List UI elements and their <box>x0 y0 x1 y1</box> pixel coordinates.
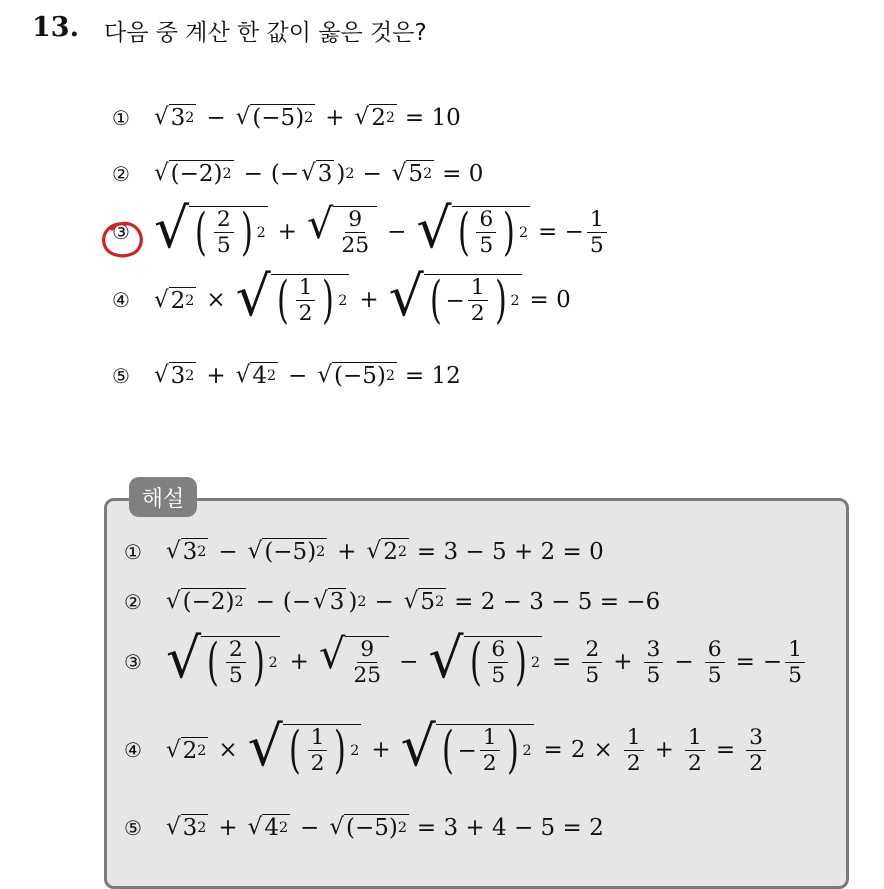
solution-number: ① <box>124 539 142 564</box>
solution-rhs: = 3 − 5 + 2 = 0 <box>416 538 604 565</box>
choice-rhs: = 10 <box>404 104 461 131</box>
choice-rhs: = 12 <box>404 362 461 389</box>
choice-4[interactable] <box>112 265 571 330</box>
choice-number: ② <box>112 161 130 186</box>
choice-number: ③ <box>112 220 130 245</box>
solution-expression: √ (−2) 2 − (− √ 3 ) 2 − √ 5 2 = 2 − 3 − 5 = −6 <box>166 588 661 615</box>
solution-line-3 <box>124 627 808 692</box>
solution-number: ③ <box>124 650 142 675</box>
solution-number: ② <box>124 589 142 614</box>
choice-5[interactable] <box>112 362 461 389</box>
solution-rhs: = 2 − 3 − 5 = −6 <box>454 588 661 615</box>
question-number: 13. <box>32 12 79 43</box>
solution-tag: 해설 <box>129 477 197 517</box>
choice-rhs: = − <box>538 219 584 246</box>
solution-rhs: = 3 + 4 − 5 = 2 <box>416 814 604 841</box>
choice-expression: √ 2 2 × √ ( $\frac{1}{2}$ ) 2 + √ ( − $\frac{1}{2}$ ) 2 = 0 <box>154 265 571 330</box>
solution-number: ④ <box>124 738 142 763</box>
choice-expression: √ (−2) 2 − (− √ 3 ) 2 − √ 5 2 = 0 <box>154 160 484 187</box>
choice-number: ④ <box>112 288 130 313</box>
choice-expression: √ 3 2 − √ (−5) 2 + √ 2 2 = 10 <box>154 104 461 131</box>
solution-expression: √ 3 2 + √ 4 2 − √ (−5) 2 = 3 + 4 − 5 = 2 <box>166 814 604 841</box>
choice-1[interactable] <box>112 104 461 131</box>
solution-line-5 <box>124 814 604 841</box>
choice-3[interactable] <box>112 197 610 262</box>
choice-number: ① <box>112 105 130 130</box>
rhs-denominator: 5 <box>589 232 604 258</box>
solution-expression: √ 3 2 − √ (−5) 2 + √ 2 2 = 3 − 5 + 2 = 0 <box>166 538 604 565</box>
question-text: 다음 중 계산 한 값이 옳은 것은? <box>104 20 427 46</box>
solution-number: ⑤ <box>124 815 142 840</box>
solution-line-4 <box>124 715 769 780</box>
choice-number: ⑤ <box>112 363 130 388</box>
solution-expression: √ ( $\frac{2}{5}$ ) 2 + √ $\frac{9}{25}$ − √ ( $\frac{6}{5}$ ) 2 = $\frac{2}{5}$ + $\frac{3}{5}$ − $\frac{6}{5}$ = − $\frac{1}{5}$ <box>164 636 808 688</box>
solution-line-2 <box>124 588 660 615</box>
solution-line-1 <box>124 538 604 565</box>
rhs-numerator: 1 <box>587 207 607 233</box>
choice-expression: √ 3 2 + √ 4 2 − √ (−5) 2 = 12 <box>154 362 461 389</box>
choice-rhs: = 0 <box>442 160 484 187</box>
answer-circle-mark <box>100 219 146 261</box>
choice-expression: √ ( $\frac{2}{5}$ ) 2 + √ $\frac{9}{25}$ − √ ( $\frac{6}{5}$ ) 2 = − $\frac{1}{5}$ <box>152 206 610 258</box>
choice-2[interactable] <box>112 160 483 187</box>
choice-rhs: = 0 <box>529 287 571 314</box>
solution-expression: √ 2 2 × √ ( $\frac{1}{2}$ ) 2 + √ ( − $\frac{1}{2}$ ) 2 = 2 × $\frac{1}{2}$ + $\frac{1}{2}$ = $\frac{3}{2}$ <box>164 724 769 776</box>
